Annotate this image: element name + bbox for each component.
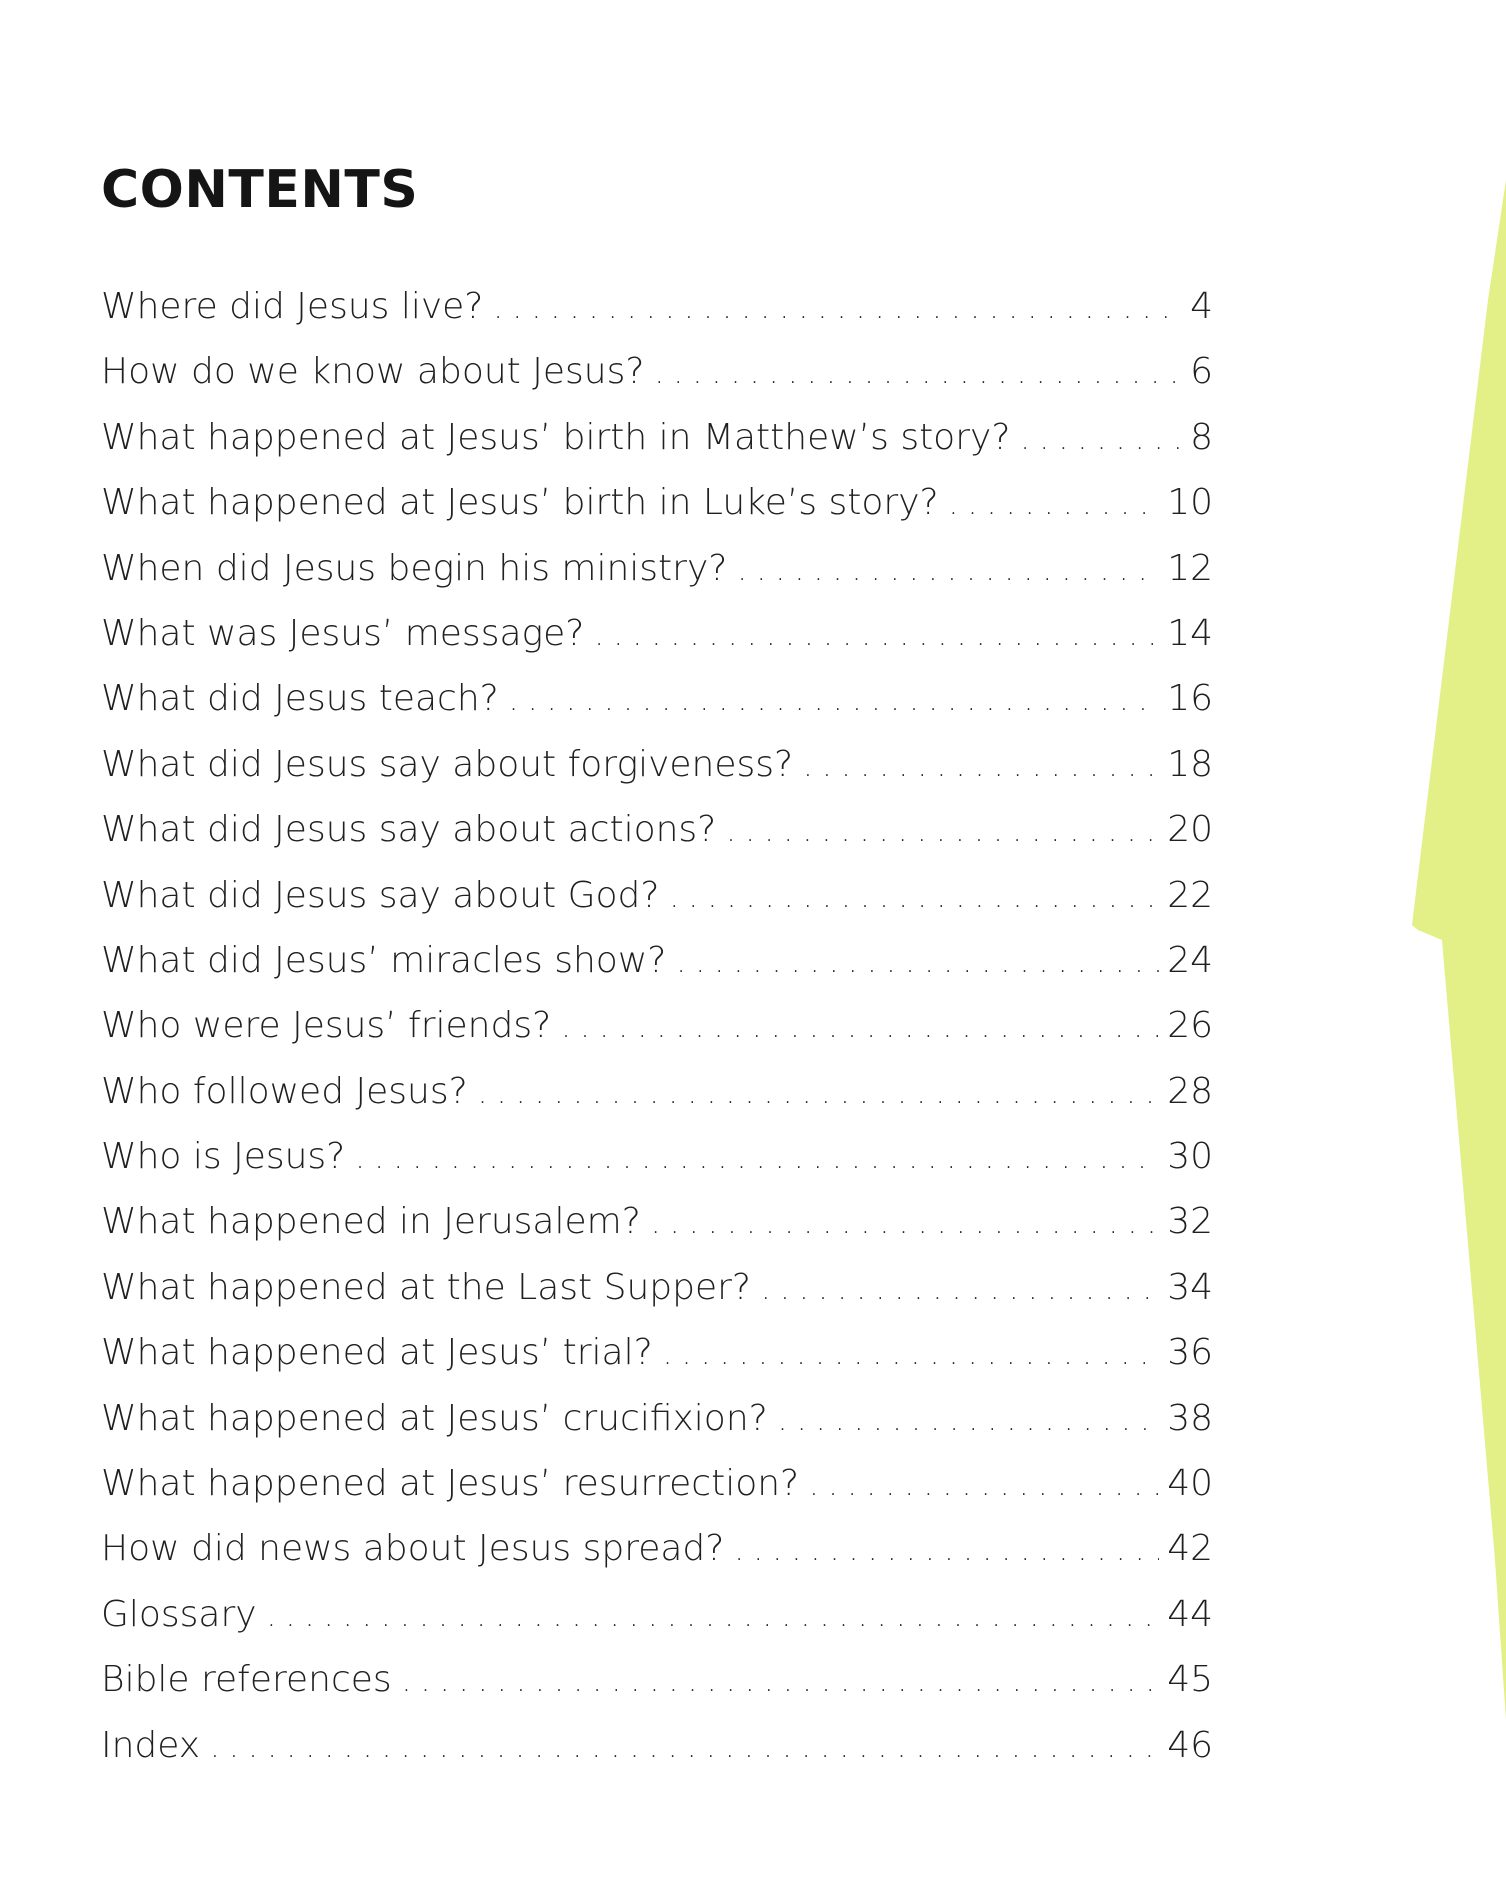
decorative-accent-shape [1400, 180, 1506, 1720]
toc-entry[interactable] [101, 613, 1213, 678]
dot-leader [663, 1337, 1159, 1372]
toc-entry-title: Who were Jesus’ friends? [101, 1005, 552, 1047]
toc-entry[interactable] [101, 417, 1213, 482]
toc-entry[interactable] [101, 1201, 1213, 1266]
dot-leader [676, 945, 1159, 980]
toc-entry-title: Index [101, 1724, 201, 1766]
toc-entry[interactable] [101, 1463, 1213, 1528]
toc-entry[interactable] [101, 1267, 1213, 1332]
toc-entry-title: What happened at Jesus’ crucifixion? [101, 1397, 768, 1439]
dot-leader [809, 1468, 1159, 1503]
toc-entry-page: 6 [1190, 351, 1213, 393]
toc-entry-page: 40 [1167, 1463, 1213, 1505]
toc-entry-title: What happened in Jerusalem? [101, 1201, 641, 1243]
toc-entry-page: 44 [1167, 1593, 1213, 1635]
toc-entry[interactable] [101, 1725, 1213, 1790]
toc-entry-page: 8 [1190, 416, 1213, 458]
toc-entry-page: 18 [1167, 743, 1213, 785]
toc-entry[interactable] [101, 351, 1213, 416]
toc-entry[interactable] [101, 1136, 1213, 1201]
dot-leader [803, 749, 1159, 784]
toc-entry-title: What did Jesus’ miracles show? [101, 939, 667, 981]
toc-entry-title: What happened at the Last Supper? [101, 1266, 752, 1308]
toc-entry-title: What was Jesus’ message? [101, 612, 585, 654]
toc-entry-page: 36 [1167, 1332, 1213, 1374]
toc-entry-page: 34 [1167, 1266, 1213, 1308]
toc-entry-page: 26 [1167, 1005, 1213, 1047]
toc-entry[interactable] [101, 1594, 1213, 1659]
toc-entry-title: How did news about Jesus spread? [101, 1528, 725, 1570]
dot-leader [594, 618, 1159, 653]
toc-entry[interactable] [101, 1398, 1213, 1463]
dot-leader [778, 1403, 1159, 1438]
toc-entry[interactable] [101, 1659, 1213, 1724]
toc-entry-page: 20 [1167, 809, 1213, 851]
toc-entry-page: 42 [1167, 1528, 1213, 1570]
toc-entry-page: 38 [1167, 1397, 1213, 1439]
toc-entry-page: 4 [1190, 286, 1213, 327]
dot-leader [654, 356, 1182, 391]
dot-leader [737, 553, 1159, 588]
toc-entry-title: What happened at Jesus’ birth in Luke’s story? [101, 482, 939, 524]
toc-entry-title: Where did Jesus live? [101, 286, 484, 327]
toc-entry[interactable] [101, 744, 1213, 809]
toc-entry[interactable] [101, 1332, 1213, 1397]
accent-polygon [1412, 180, 1506, 1720]
dot-leader [734, 1533, 1159, 1568]
toc-entry-title: Bible references [101, 1659, 392, 1701]
toc-entry-title: Glossary [101, 1593, 257, 1635]
dot-leader [210, 1730, 1159, 1765]
dot-leader [669, 880, 1159, 915]
toc-entry-title: What did Jesus say about God? [101, 874, 660, 916]
dot-leader [267, 1599, 1160, 1634]
dot-leader [478, 1076, 1159, 1111]
toc-entry-page: 22 [1167, 874, 1213, 916]
toc-entry-page: 12 [1167, 547, 1213, 589]
toc-entry-title: How do we know about Jesus? [101, 351, 645, 393]
toc-entry-title: What happened at Jesus’ trial? [101, 1332, 653, 1374]
toc-entry-title: What happened at Jesus’ birth in Matthew’s story? [101, 416, 1011, 458]
dot-leader [1020, 422, 1182, 457]
dot-leader [493, 291, 1182, 326]
dot-leader [509, 683, 1159, 718]
dot-leader [761, 1272, 1159, 1307]
toc-entry[interactable] [101, 286, 1213, 351]
toc-entry[interactable] [101, 1005, 1213, 1070]
toc-entry-page: 32 [1167, 1201, 1213, 1243]
toc-entry-title: Who followed Jesus? [101, 1070, 468, 1112]
toc-entry[interactable] [101, 1528, 1213, 1593]
toc-entry-title: Who is Jesus? [101, 1136, 346, 1178]
toc-entry-page: 16 [1167, 678, 1213, 720]
toc-entry-page: 30 [1167, 1136, 1213, 1178]
toc-entry-title: What did Jesus say about forgiveness? [101, 743, 794, 785]
dot-leader [949, 487, 1160, 522]
toc-entry-title: What did Jesus say about actions? [101, 809, 717, 851]
toc-entry-title: What happened at Jesus’ resurrection? [101, 1463, 800, 1505]
dot-leader [561, 1010, 1159, 1045]
toc-entry[interactable] [101, 678, 1213, 743]
toc-entry[interactable] [101, 875, 1213, 940]
dot-leader [726, 814, 1159, 849]
toc-entry-title: What did Jesus teach? [101, 678, 499, 720]
toc-entry-page: 14 [1167, 612, 1213, 654]
toc-entry-page: 24 [1167, 939, 1213, 981]
toc-entry[interactable] [101, 548, 1213, 613]
dot-leader [651, 1206, 1159, 1241]
toc-entry[interactable] [101, 482, 1213, 547]
toc-entry[interactable] [101, 940, 1213, 1005]
dot-leader [355, 1141, 1159, 1176]
toc-entry[interactable] [101, 809, 1213, 874]
dot-leader [402, 1664, 1160, 1699]
toc-entry-page: 28 [1167, 1070, 1213, 1112]
toc-entry-page: 46 [1167, 1724, 1213, 1766]
toc-entry-page: 45 [1167, 1659, 1213, 1701]
page-title: CONTENTS [101, 160, 419, 220]
toc-entry[interactable] [101, 1071, 1213, 1136]
table-of-contents [101, 286, 1213, 1790]
toc-entry-page: 10 [1167, 482, 1213, 524]
toc-entry-title: When did Jesus begin his ministry? [101, 547, 728, 589]
